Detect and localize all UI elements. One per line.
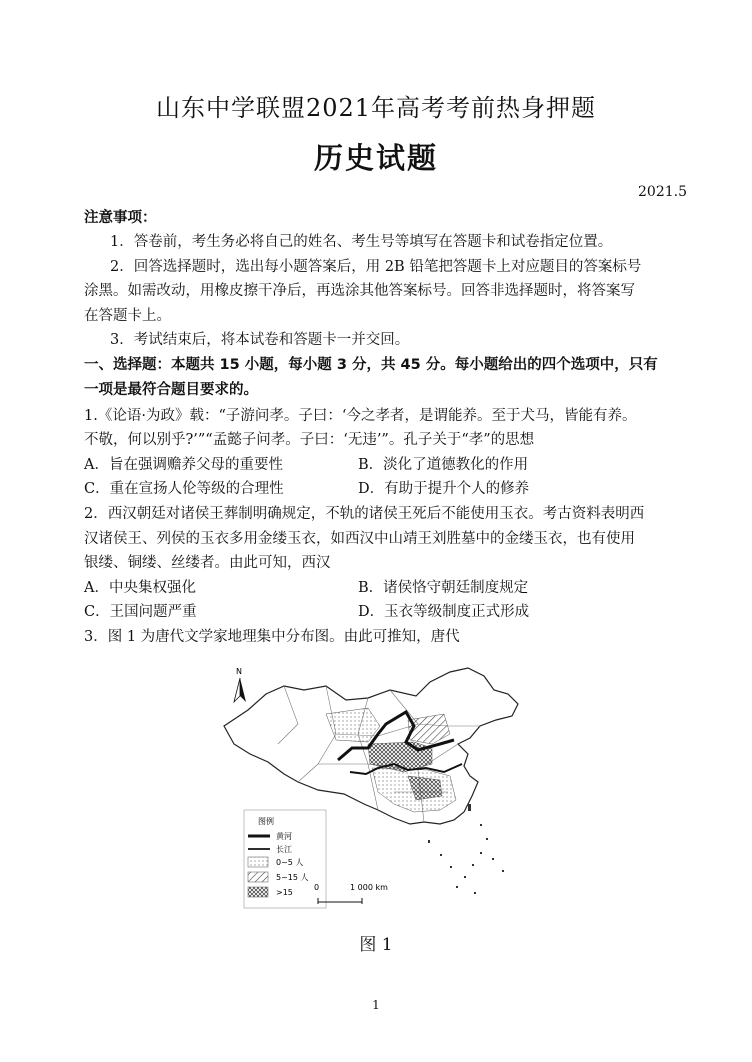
notice-item-2-line-3: 在答题卡上。: [84, 308, 171, 324]
exam-title: 山东中学联盟2021年高考考前热身押题: [155, 94, 597, 122]
page-number: 1: [372, 998, 380, 1012]
north-label: N: [236, 667, 242, 676]
section-1-instructions-line-1: 一、选择题：本题共 15 小题，每小题 3 分，共 45 分。每小题给出的四个选项中，只有: [84, 357, 658, 373]
question-2-option-c: C．王国问题严重: [84, 604, 197, 620]
question-2-option-a: A．中央集权强化: [84, 580, 196, 596]
notice-item-3: 3．考试结束后，将本试卷和答题卡一并交回。: [110, 332, 410, 348]
notice-item-1: 1．答卷前，考生务必将自己的姓名、考生号等填写在答题卡和试卷指定位置。: [110, 234, 613, 250]
exam-date: 2021.5: [638, 184, 687, 200]
question-2-option-d: D．玉衣等级制度正式形成: [358, 604, 530, 620]
legend-high: >15: [276, 888, 293, 897]
north-arrow-icon: [240, 678, 246, 702]
subject-title: 历史试题: [313, 141, 438, 175]
question-2-option-b: B．诸侯恪守朝廷制度规定: [358, 580, 529, 596]
notice-item-2-line-2: 涂黑。如需改动，用橡皮擦干净后，再选涂其他答案标号。回答非选择题时，将答案写: [84, 283, 635, 299]
question-1-stem-line-2: 不敬，何以别乎?’”“孟懿子问孝。子曰：‘无违’”。孔子关于“孝”的思想: [84, 432, 535, 448]
question-2-stem-line-1: 2．西汉朝廷对诸侯王葬制明确规定，不轨的诸侯王死后不能使用玉衣。考古资料表明西: [84, 506, 645, 522]
question-1-stem-line-1: 1.《论语·为政》载：“子游问孝。子曰：‘今之孝者，是谓能养。至于犬马，皆能有养。: [84, 408, 637, 424]
question-2-stem-line-2: 汉诸侯王、列侯的玉衣多用金缕玉衣，如西汉中山靖王刘胜墓中的金缕玉衣，也有使用: [84, 531, 635, 547]
question-3-stem-line-1: 3．图 1 为唐代文学家地理集中分布图。由此可推知，唐代: [84, 629, 460, 645]
legend-yangtze: 长江: [276, 845, 292, 854]
question-1-option-a: A．旨在强调赡养父母的重要性: [84, 457, 283, 473]
question-2-stem-line-3: 银缕、铜缕、丝缕者。由此可知，西汉: [84, 555, 331, 571]
notice-item-2-line-1: 2．回答选择题时，选出每小题答案后，用 2B 铅笔把答题卡上对应题目的答案标号: [110, 259, 642, 275]
question-1-option-c: C．重在宣扬人伦等级的合理性: [84, 481, 284, 497]
notice-heading: 注意事项：: [84, 210, 157, 226]
question-1-option-b: B．淡化了道德教化的作用: [358, 457, 529, 473]
legend-low: 0~5 人: [276, 858, 304, 867]
legend-mid: 5~15 人: [276, 873, 309, 882]
scale-zero: 0: [314, 883, 320, 892]
legend-yellow-river: 黄河: [276, 832, 292, 841]
scale-label: 1 000 km: [350, 883, 388, 892]
legend-title: 图例: [258, 817, 274, 826]
figure-caption: 图 1: [359, 935, 393, 955]
question-1-option-d: D．有助于提升个人的修养: [358, 481, 530, 497]
section-1-instructions-line-2: 一项是最符合题目要求的。: [84, 382, 258, 398]
tang-literati-distribution-map: [218, 664, 536, 914]
